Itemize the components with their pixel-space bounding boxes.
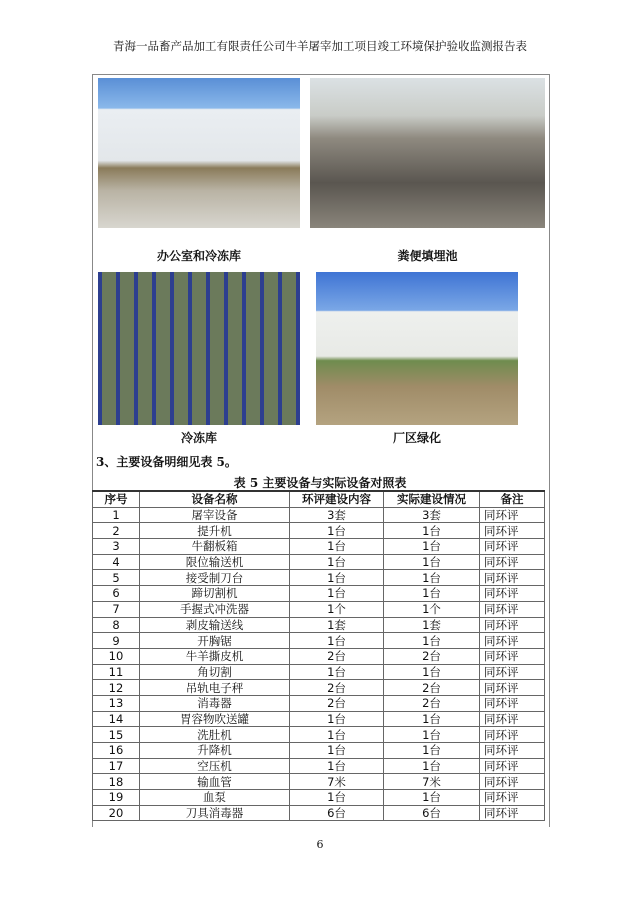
cell-index: 8: [93, 617, 140, 633]
cell-name: 消毒器: [140, 695, 290, 711]
table-row: [93, 633, 545, 649]
cell-name: 胃容物吹送罐: [140, 711, 290, 727]
cell-remark: 同环评: [480, 633, 545, 649]
cell-remark: 同环评: [480, 554, 545, 570]
cell-actual: 1台: [384, 758, 480, 774]
cell-planned: 1台: [290, 790, 384, 806]
photo-manure-pit: [310, 78, 545, 228]
cell-remark: 同环评: [480, 601, 545, 617]
cell-name: 空压机: [140, 758, 290, 774]
table-row: [93, 601, 545, 617]
cell-planned: 3套: [290, 507, 384, 523]
table-row: [93, 617, 545, 633]
cell-name: 升降机: [140, 743, 290, 759]
col-header: 环评建设内容: [290, 491, 384, 507]
cell-name: 蹄切割机: [140, 586, 290, 602]
cell-remark: 同环评: [480, 711, 545, 727]
table-row: [93, 680, 545, 696]
cell-remark: 同环评: [480, 523, 545, 539]
photo-caption: 粪便填埋池: [397, 249, 458, 263]
cell-planned: 1台: [290, 586, 384, 602]
cell-index: 17: [93, 758, 140, 774]
cell-actual: 1台: [384, 633, 480, 649]
cell-actual: 1台: [384, 727, 480, 743]
cell-actual: 7米: [384, 774, 480, 790]
cell-index: 20: [93, 805, 140, 821]
table-row: [93, 586, 545, 602]
table-row: [93, 648, 545, 664]
cell-index: 2: [93, 523, 140, 539]
cell-actual: 1个: [384, 601, 480, 617]
cell-index: 1: [93, 507, 140, 523]
table-row: [93, 727, 545, 743]
cell-name: 提升机: [140, 523, 290, 539]
cell-name: 角切割: [140, 664, 290, 680]
photo-office-cold-storage: [98, 78, 300, 228]
table-row: [93, 539, 545, 555]
col-header: 实际建设情况: [384, 491, 480, 507]
cell-actual: 1台: [384, 586, 480, 602]
table-row: [93, 805, 545, 821]
table-row: [93, 523, 545, 539]
cell-planned: 2台: [290, 680, 384, 696]
cell-remark: 同环评: [480, 507, 545, 523]
cell-actual: 1套: [384, 617, 480, 633]
cell-remark: 同环评: [480, 680, 545, 696]
cell-name: 限位输送机: [140, 554, 290, 570]
cell-actual: 1台: [384, 554, 480, 570]
cell-actual: 2台: [384, 648, 480, 664]
cell-index: 3: [93, 539, 140, 555]
cell-name: 洗肚机: [140, 727, 290, 743]
cell-planned: 1套: [290, 617, 384, 633]
cell-actual: 1台: [384, 711, 480, 727]
equipment-table: [92, 490, 545, 821]
cell-actual: 1台: [384, 743, 480, 759]
cell-remark: 同环评: [480, 539, 545, 555]
cell-remark: 同环评: [480, 648, 545, 664]
photo-caption: 冷冻库: [180, 431, 217, 445]
cell-index: 5: [93, 570, 140, 586]
cell-index: 10: [93, 648, 140, 664]
cell-actual: 3套: [384, 507, 480, 523]
table-row: [93, 774, 545, 790]
page-header: 青海一品畜产品加工有限责任公司牛羊屠宰加工项目竣工环境保护验收监测报告表: [113, 39, 527, 53]
photo-plant-greening: [316, 272, 518, 425]
table-row: [93, 554, 545, 570]
col-header: 序号: [93, 491, 140, 507]
col-header: 设备名称: [140, 491, 290, 507]
table-row: [93, 758, 545, 774]
cell-planned: 1台: [290, 727, 384, 743]
cell-name: 吊轨电子秤: [140, 680, 290, 696]
cell-planned: 1台: [290, 633, 384, 649]
table-row: [93, 743, 545, 759]
cell-index: 14: [93, 711, 140, 727]
cell-index: 12: [93, 680, 140, 696]
cell-name: 血泵: [140, 790, 290, 806]
cell-name: 剥皮输送线: [140, 617, 290, 633]
cell-index: 16: [93, 743, 140, 759]
cell-planned: 7米: [290, 774, 384, 790]
photo-cold-storage: [98, 272, 300, 425]
page-number: 6: [316, 838, 324, 851]
cell-actual: 1台: [384, 664, 480, 680]
cell-remark: 同环评: [480, 727, 545, 743]
cell-remark: 同环评: [480, 617, 545, 633]
cell-remark: 同环评: [480, 774, 545, 790]
cell-actual: 1台: [384, 570, 480, 586]
cell-actual: 1台: [384, 523, 480, 539]
cell-remark: 同环评: [480, 664, 545, 680]
cell-remark: 同环评: [480, 743, 545, 759]
cell-index: 9: [93, 633, 140, 649]
cell-name: 接受制刀台: [140, 570, 290, 586]
cell-planned: 6台: [290, 805, 384, 821]
table-row: [93, 570, 545, 586]
cell-remark: 同环评: [480, 805, 545, 821]
cell-planned: 1台: [290, 743, 384, 759]
table-row: [93, 711, 545, 727]
cell-index: 19: [93, 790, 140, 806]
section-heading: 3、主要设备明细见表 5。: [96, 455, 237, 469]
cell-index: 7: [93, 601, 140, 617]
cell-actual: 2台: [384, 695, 480, 711]
cell-index: 18: [93, 774, 140, 790]
table-caption: 表 5 主要设备与实际设备对照表: [233, 476, 407, 490]
cell-planned: 1台: [290, 758, 384, 774]
cell-remark: 同环评: [480, 570, 545, 586]
cell-remark: 同环评: [480, 790, 545, 806]
cell-name: 屠宰设备: [140, 507, 290, 523]
cell-planned: 1台: [290, 711, 384, 727]
cell-name: 刀具消毒器: [140, 805, 290, 821]
photo-caption: 厂区绿化: [392, 431, 441, 445]
table-header-row: [93, 491, 545, 507]
cell-planned: 1台: [290, 664, 384, 680]
photo-caption: 办公室和冷冻库: [156, 249, 241, 263]
cell-planned: 1台: [290, 554, 384, 570]
cell-actual: 2台: [384, 680, 480, 696]
cell-remark: 同环评: [480, 758, 545, 774]
cell-remark: 同环评: [480, 586, 545, 602]
table-row: [93, 790, 545, 806]
cell-name: 开胸锯: [140, 633, 290, 649]
cell-name: 输血管: [140, 774, 290, 790]
cell-index: 13: [93, 695, 140, 711]
cell-index: 15: [93, 727, 140, 743]
cell-name: 手握式冲洗器: [140, 601, 290, 617]
table-row: [93, 664, 545, 680]
cell-planned: 1台: [290, 523, 384, 539]
cell-planned: 1个: [290, 601, 384, 617]
cell-planned: 2台: [290, 695, 384, 711]
table-row: [93, 695, 545, 711]
cell-index: 6: [93, 586, 140, 602]
cell-planned: 1台: [290, 539, 384, 555]
cell-name: 牛翻板箱: [140, 539, 290, 555]
cell-index: 11: [93, 664, 140, 680]
cell-index: 4: [93, 554, 140, 570]
cell-planned: 2台: [290, 648, 384, 664]
cell-planned: 1台: [290, 570, 384, 586]
table-row: [93, 507, 545, 523]
col-header: 备注: [480, 491, 545, 507]
cell-actual: 1台: [384, 790, 480, 806]
cell-remark: 同环评: [480, 695, 545, 711]
cell-actual: 6台: [384, 805, 480, 821]
cell-name: 牛羊撕皮机: [140, 648, 290, 664]
cell-actual: 1台: [384, 539, 480, 555]
